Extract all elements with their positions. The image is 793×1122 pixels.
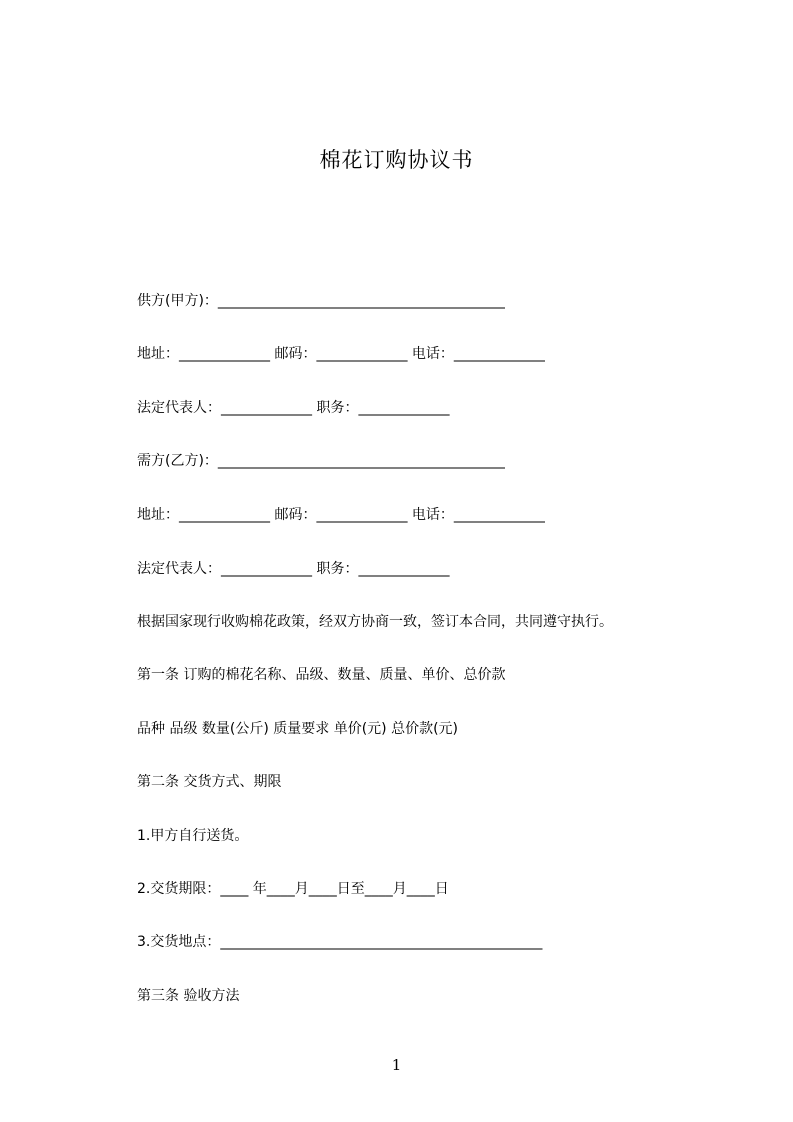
preamble-paragraph: 根据国家现行收购棉花政策，经双方协商一致，签订本合同，共同遵守执行。 — [137, 614, 613, 630]
goods-table-header: 品种 品级 数量(公斤) 质量要求 单价(元) 总价款(元) — [137, 721, 459, 737]
article-3-heading: 第三条 验收方法 — [137, 988, 240, 1004]
delivery-item-2: 2.交货期限：____ 年____月____日至____月____日 — [137, 881, 449, 897]
supplier-address-line: 地址：_____________ 邮码：_____________ 电话：_____________ — [137, 346, 545, 362]
article-1-heading: 第一条 订购的棉花名称、品级、数量、质量、单价、总价款 — [137, 667, 506, 683]
buyer-address-line: 地址：_____________ 邮码：_____________ 电话：_____________ — [137, 507, 545, 523]
buyer-representative-line: 法定代表人：_____________ 职务：_____________ — [137, 561, 450, 577]
supplier-line: 供方(甲方)：_________________________________________ — [137, 293, 505, 309]
delivery-item-3: 3.交货地点：______________________________________________ — [137, 934, 543, 950]
document-title: 棉花订购协议书 — [319, 148, 474, 172]
supplier-representative-line: 法定代表人：_____________ 职务：_____________ — [137, 400, 450, 416]
page-number: 1 — [391, 1056, 402, 1074]
buyer-line: 需方(乙方)：_________________________________________ — [137, 453, 505, 469]
article-2-heading: 第二条 交货方式、期限 — [137, 774, 282, 790]
delivery-item-1: 1.甲方自行送货。 — [137, 828, 249, 844]
